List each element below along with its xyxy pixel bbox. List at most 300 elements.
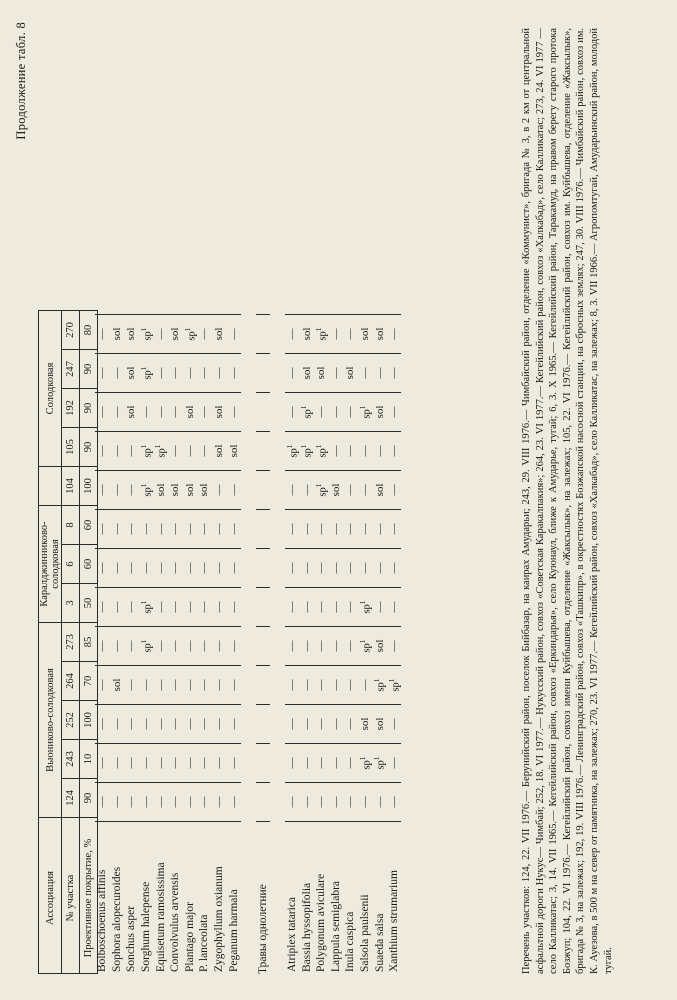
cover-value: 70 [80, 662, 98, 701]
species-name: Suaeda salsa [372, 822, 387, 975]
value-cell: — [95, 783, 110, 822]
value-cell: sol [168, 315, 183, 354]
value-cell: — [343, 783, 358, 822]
value-cell: — [110, 705, 125, 744]
cover-value: 90 [80, 350, 98, 389]
value-cell: — [285, 510, 300, 549]
table-row [110, 315, 125, 975]
table-row [285, 315, 300, 975]
row-header-plot: № участка [62, 818, 80, 974]
species-name: Bolboschoenus affinis [95, 822, 110, 975]
value-cell: — [329, 705, 344, 744]
value-cell: $sp^1$ [183, 315, 198, 354]
value-cell: — [285, 627, 300, 666]
value-cell: — [343, 432, 358, 471]
species-name: Lappula semiglabra [329, 822, 344, 975]
value-cell: — [226, 783, 241, 822]
value-cell-empty [256, 393, 271, 432]
value-cell: — [314, 393, 329, 432]
value-cell: — [197, 666, 212, 705]
cover-value: 85 [80, 623, 98, 662]
value-cell: — [358, 783, 373, 822]
value-cell: — [372, 510, 387, 549]
value-cell: — [95, 666, 110, 705]
section-title: Травы однолетние [256, 822, 271, 975]
table-row [153, 315, 168, 975]
value-cell: — [387, 705, 402, 744]
value-cell: — [110, 432, 125, 471]
value-cell: — [343, 744, 358, 783]
table-row [95, 315, 110, 975]
value-cell: — [314, 705, 329, 744]
value-cell: — [153, 627, 168, 666]
value-cell: $sp^1$ [314, 432, 329, 471]
value-cell: — [139, 705, 154, 744]
value-cell: $sp^1$ [139, 627, 154, 666]
cover-value: 100 [80, 467, 98, 506]
value-cell: — [124, 588, 139, 627]
value-cell: — [197, 510, 212, 549]
table-row-plot-numbers [62, 311, 80, 974]
table-row [299, 315, 314, 975]
value-cell: — [95, 510, 110, 549]
value-cell: sol [358, 315, 373, 354]
value-cell: — [168, 627, 183, 666]
value-cell: — [124, 432, 139, 471]
value-cell: — [387, 315, 402, 354]
value-cell: — [153, 783, 168, 822]
value-cell: — [183, 432, 198, 471]
species-name: Inula caspica [343, 822, 358, 975]
plot-number: 247 [62, 350, 80, 389]
table-row-association [39, 311, 62, 974]
value-cell: — [168, 432, 183, 471]
value-cell: — [329, 666, 344, 705]
species-name: Peganum harmala [226, 822, 241, 975]
value-cell: — [110, 354, 125, 393]
value-cell: — [168, 588, 183, 627]
running-head [14, 22, 29, 140]
cover-value: 80 [80, 311, 98, 350]
value-cell-empty [256, 744, 271, 783]
value-cell: — [387, 354, 402, 393]
value-cell-empty [256, 471, 271, 510]
value-cell: — [343, 315, 358, 354]
value-cell: — [314, 549, 329, 588]
value-cell: $sp^1$ [299, 393, 314, 432]
value-cell: — [168, 666, 183, 705]
value-cell: $sp^1$ [314, 471, 329, 510]
plot-number: 252 [62, 701, 80, 740]
table-row [226, 315, 241, 975]
value-cell: — [183, 588, 198, 627]
value-cell: — [153, 510, 168, 549]
value-cell: — [285, 354, 300, 393]
value-cell: sol [110, 666, 125, 705]
table-row [197, 315, 212, 975]
value-cell: $sp^1$ [153, 432, 168, 471]
value-cell: $sp^1$ [372, 666, 387, 705]
value-cell: — [197, 549, 212, 588]
value-cell: — [153, 549, 168, 588]
value-cell: — [197, 432, 212, 471]
value-cell: — [226, 744, 241, 783]
value-cell: — [212, 627, 227, 666]
value-cell-empty [256, 588, 271, 627]
value-cell: — [183, 744, 198, 783]
value-cell: — [343, 393, 358, 432]
value-cell-empty [256, 432, 271, 471]
value-cell: — [139, 510, 154, 549]
table-row [329, 315, 344, 975]
value-cell: — [197, 705, 212, 744]
value-cell: — [285, 315, 300, 354]
cover-value: 60 [80, 545, 98, 584]
value-cell: — [372, 783, 387, 822]
value-cell: — [299, 705, 314, 744]
value-cell: — [358, 354, 373, 393]
value-cell: — [226, 627, 241, 666]
value-cell: sol [372, 393, 387, 432]
plot-number: 3 [62, 584, 80, 623]
value-cell: — [285, 744, 300, 783]
value-cell: $sp^1$ [139, 471, 154, 510]
species-name: Sorghum halepense [139, 822, 154, 975]
value-cell: — [95, 705, 110, 744]
value-cell: — [387, 783, 402, 822]
value-cell: — [110, 510, 125, 549]
value-cell: — [372, 432, 387, 471]
value-cell: $sp^1$ [139, 432, 154, 471]
value-cell: $sp^1$ [139, 354, 154, 393]
value-cell: — [124, 549, 139, 588]
cover-value: 60 [80, 506, 98, 545]
value-cell: $sp^1$ [372, 744, 387, 783]
value-cell: — [226, 471, 241, 510]
value-cell: — [226, 549, 241, 588]
value-cell: — [226, 393, 241, 432]
value-cell: sol [212, 432, 227, 471]
species-name: Salsola paulsenii [358, 822, 373, 975]
value-cell: sol [372, 471, 387, 510]
value-cell: $sp^1$ [358, 393, 373, 432]
cover-value: 90 [80, 389, 98, 428]
value-cell: — [372, 549, 387, 588]
value-cell: — [212, 783, 227, 822]
value-cell: — [358, 666, 373, 705]
cover-value: 100 [80, 701, 98, 740]
value-cell: — [153, 393, 168, 432]
value-cell-empty [256, 783, 271, 822]
value-cell: — [95, 471, 110, 510]
value-cell: — [226, 588, 241, 627]
value-cell: — [387, 393, 402, 432]
species-name: Convolvulus arvensis [168, 822, 183, 975]
value-cell: — [183, 705, 198, 744]
value-cell: — [110, 393, 125, 432]
species-name: Xanthium strumarium [387, 822, 402, 975]
value-cell: — [110, 744, 125, 783]
value-cell: — [285, 666, 300, 705]
value-cell: — [153, 354, 168, 393]
value-cell: — [124, 510, 139, 549]
value-cell: — [124, 627, 139, 666]
value-cell-empty [256, 705, 271, 744]
value-cell: — [212, 510, 227, 549]
value-cell: — [110, 588, 125, 627]
species-name: Zygophyllum oxianum [212, 822, 227, 975]
value-cell: — [343, 705, 358, 744]
table-row [358, 315, 373, 975]
value-cell: — [285, 393, 300, 432]
table-row [124, 315, 139, 975]
cover-value: 10 [80, 740, 98, 779]
value-cell: — [329, 315, 344, 354]
value-cell: sol [372, 705, 387, 744]
value-cell: — [197, 744, 212, 783]
value-cell: — [226, 315, 241, 354]
value-cell: — [168, 744, 183, 783]
value-cell: sol [343, 354, 358, 393]
value-cell: — [387, 510, 402, 549]
value-cell: sol [226, 432, 241, 471]
value-cell: sol [153, 471, 168, 510]
value-cell: — [226, 666, 241, 705]
value-cell: sol [372, 315, 387, 354]
plot-number: 270 [62, 311, 80, 350]
value-cell: — [212, 354, 227, 393]
plot-number: 105 [62, 428, 80, 467]
row-spacer [241, 315, 256, 975]
value-cell: — [387, 549, 402, 588]
value-cell: — [299, 471, 314, 510]
value-cell: — [329, 783, 344, 822]
value-cell: — [183, 783, 198, 822]
value-cell: — [314, 666, 329, 705]
value-cell: — [110, 783, 125, 822]
cover-value: 90 [80, 428, 98, 467]
section-title-row [256, 315, 271, 975]
plot-number: 243 [62, 740, 80, 779]
plot-number: 124 [62, 779, 80, 818]
value-cell: — [343, 471, 358, 510]
row-header-association: Ассоциация [39, 818, 62, 974]
value-cell: — [226, 510, 241, 549]
value-cell: — [197, 315, 212, 354]
value-cell: — [95, 315, 110, 354]
value-cell: — [387, 588, 402, 627]
value-cell-empty [256, 315, 271, 354]
value-cell: — [212, 705, 227, 744]
value-cell: — [168, 510, 183, 549]
value-cell: $sp^1$ [139, 315, 154, 354]
value-cell: — [299, 549, 314, 588]
value-cell: — [299, 666, 314, 705]
value-cell: sol [372, 627, 387, 666]
value-cell: — [139, 744, 154, 783]
value-cell: — [95, 744, 110, 783]
value-cell: — [343, 666, 358, 705]
table-row [168, 315, 183, 975]
species-rows-table [95, 314, 401, 974]
value-cell: — [358, 432, 373, 471]
value-cell: — [343, 549, 358, 588]
value-cell: sol [314, 354, 329, 393]
value-cell: sol [358, 705, 373, 744]
value-cell: — [110, 549, 125, 588]
value-cell: — [358, 510, 373, 549]
table-row [183, 315, 198, 975]
value-cell: — [387, 471, 402, 510]
row-spacer [270, 315, 285, 975]
value-cell: — [212, 666, 227, 705]
value-cell: — [314, 627, 329, 666]
value-cell: — [124, 471, 139, 510]
plot-number: 104 [62, 467, 80, 506]
value-cell-empty [256, 549, 271, 588]
species-name: Atriplex tatarica [285, 822, 300, 975]
value-cell: — [329, 354, 344, 393]
value-cell: — [329, 549, 344, 588]
value-cell: — [285, 549, 300, 588]
value-cell: — [197, 354, 212, 393]
value-cell: — [168, 549, 183, 588]
value-cell-empty [256, 666, 271, 705]
value-cell: $sp^1$ [285, 432, 300, 471]
value-cell: — [153, 588, 168, 627]
value-cell: — [329, 393, 344, 432]
value-cell: sol [168, 471, 183, 510]
value-cell: sol [183, 393, 198, 432]
value-cell: — [95, 432, 110, 471]
value-cell: — [183, 354, 198, 393]
value-cell: — [168, 393, 183, 432]
value-cell: — [95, 393, 110, 432]
species-cover-table [38, 310, 98, 974]
plot-number: 273 [62, 623, 80, 662]
table-row [387, 315, 402, 975]
value-cell: — [299, 588, 314, 627]
value-cell: — [285, 588, 300, 627]
value-cell: — [183, 549, 198, 588]
value-cell: — [343, 627, 358, 666]
running-head-text: Продолжение табл. 8 [14, 22, 28, 140]
value-cell: — [153, 744, 168, 783]
value-cell: — [110, 627, 125, 666]
value-cell: — [387, 432, 402, 471]
value-cell: — [139, 549, 154, 588]
value-cell: — [212, 549, 227, 588]
value-cell: — [358, 549, 373, 588]
value-cell: — [299, 783, 314, 822]
value-cell: — [124, 705, 139, 744]
value-cell: sol [124, 393, 139, 432]
plot-list-notes [520, 28, 615, 974]
cover-value: 90 [80, 779, 98, 818]
value-cell: — [226, 354, 241, 393]
group-header-kandymovo: Каралджинниково-солодковая [39, 506, 62, 623]
value-cell: — [139, 393, 154, 432]
value-cell: — [124, 744, 139, 783]
table-row [212, 315, 227, 975]
cover-value: 50 [80, 584, 98, 623]
value-cell: sol [197, 471, 212, 510]
value-cell: — [387, 627, 402, 666]
row-header-cover: Проективное покрытие, % [80, 818, 98, 974]
value-cell: — [314, 744, 329, 783]
value-cell: $sp^1$ [299, 432, 314, 471]
value-cell: — [95, 549, 110, 588]
value-cell: sol [183, 471, 198, 510]
plot-number: 6 [62, 545, 80, 584]
value-cell-empty [256, 627, 271, 666]
value-cell-empty [256, 354, 271, 393]
table-row [372, 315, 387, 975]
plot-number: 192 [62, 389, 80, 428]
value-cell: — [183, 510, 198, 549]
group-header-vyunikovo: Вьюниково-солодковая [39, 623, 62, 818]
value-cell: sol [124, 315, 139, 354]
value-cell: — [183, 666, 198, 705]
value-cell: — [168, 705, 183, 744]
value-cell: — [183, 627, 198, 666]
plot-number: 264 [62, 662, 80, 701]
value-cell: — [212, 744, 227, 783]
species-name: Sonchus asper [124, 822, 139, 975]
species-name: Equisetum ramosissima [153, 822, 168, 975]
value-cell: $sp^1$ [314, 315, 329, 354]
value-cell: — [387, 744, 402, 783]
value-cell: — [153, 666, 168, 705]
value-cell: — [168, 354, 183, 393]
value-cell: — [124, 666, 139, 705]
value-cell: — [285, 783, 300, 822]
value-cell: — [153, 315, 168, 354]
value-cell: — [95, 627, 110, 666]
value-cell: sol [299, 315, 314, 354]
value-cell: $sp^1$ [387, 666, 402, 705]
value-cell: sol [212, 393, 227, 432]
value-cell: — [329, 744, 344, 783]
table-row [314, 315, 329, 975]
value-cell: — [197, 627, 212, 666]
value-cell: sol [212, 315, 227, 354]
value-cell: — [314, 783, 329, 822]
species-name: P. lanceolata [197, 822, 212, 975]
value-cell: $sp^1$ [358, 744, 373, 783]
value-cell: — [314, 510, 329, 549]
value-cell: sol [329, 471, 344, 510]
notes-paragraph: Перечень участков: 124, 22. VII 1976.— Берунийский район, поселок Бийбазар, на каирах Амударьи; 243, 29. VIII 1976.— Чимбайский район, отделение «Коммунист», бригада № 3, в 2 км от центральной асфальтной дороги Нукус— Чимбай; 252, 18. VI 1977.— Нукусский район, совхоз «Советская Каракалпакия»; 264, 23. VI 1977.— Кегейлийский район, совхоз «Халкабад», село Калликатас; 273, 24. VI 1977 — село Калликатас; 3, 14. VII 1965.— Кегейлийский район, совхоз «Еркиндарья», село Куюнаул, ближе к Амударье, тугай; 6, 3. X 1965.— Кегейлийский район, Таракамуд, на правом берегу старого протока Бозжуп; 104, 22. VI 1976.— Кегейлийский район, совхоз имени Куйбышева, отделение «Жаксылык», на залежах; 105, 22. VI 1976.— Кегейлийский район, совхоз им. Куйбышева, отделение «Жаксылык», бригада № 3, на залежах; 192, 19. VIII 1976.— Ленинградский район, совхоз «Ташкипр», в окрестностях Бозжапской насосной станции, на сбросных землях; 247, 30. VIII 1976.— Чимбайский район, совхоз им. К. Ауезова, в 500 м на север от памятника, на залежах; 270, 23. VI 1977.— Кегейлийский район, совхоз «Халкабад», село Калликатас, на залежах; 8, 3. VII 1966.— Агропомтугай, Амударьинский район, молодой тугай. [521, 28, 614, 974]
value-cell: — [226, 705, 241, 744]
value-cell: — [197, 393, 212, 432]
value-cell: — [343, 510, 358, 549]
value-cell: — [358, 471, 373, 510]
value-cell: — [197, 783, 212, 822]
value-cell: — [329, 588, 344, 627]
value-cell: — [343, 588, 358, 627]
value-cell: — [197, 588, 212, 627]
value-cell: — [110, 471, 125, 510]
value-cell: — [285, 705, 300, 744]
value-cell: — [314, 588, 329, 627]
group-header-solodkovaya: Солодковая [39, 311, 62, 467]
species-name: Plantago major [183, 822, 198, 975]
value-cell-empty [256, 510, 271, 549]
value-cell: $sp^1$ [139, 588, 154, 627]
table-row [139, 315, 154, 975]
value-cell: — [168, 783, 183, 822]
